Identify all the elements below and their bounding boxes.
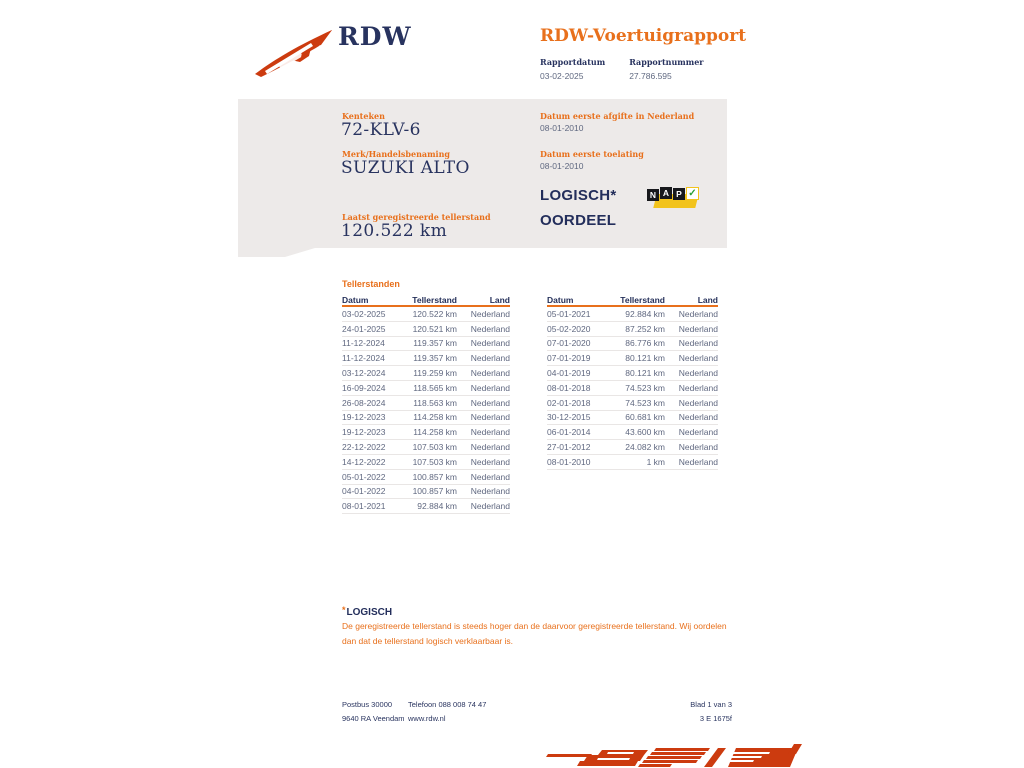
table-cell: Nederland xyxy=(470,427,510,438)
table-cell: 11-12-2024 xyxy=(342,338,385,349)
col-header-datum: Datum xyxy=(547,295,574,305)
table-cell: 06-01-2014 xyxy=(547,427,591,438)
table-cell: 119.357 km xyxy=(413,338,457,349)
rdw-logo-text: RDW xyxy=(338,22,412,51)
afgifte-label: Datum eerste afgifte in Nederland xyxy=(540,111,695,121)
table-cell: Nederland xyxy=(470,501,510,512)
table-cell: Nederland xyxy=(678,308,718,319)
table-cell: 05-01-2022 xyxy=(342,471,386,482)
table-row xyxy=(547,307,718,322)
table-header-row xyxy=(547,292,718,307)
table-cell: 08-01-2021 xyxy=(342,501,386,512)
nap-letter-n: N xyxy=(647,189,659,201)
tellerstanden-heading: Tellerstanden xyxy=(342,279,400,289)
table-cell: Nederland xyxy=(678,338,718,349)
footnote-title-text: LOGISCH xyxy=(346,607,393,618)
table-cell: 19-12-2023 xyxy=(342,412,386,423)
table-cell: 118.565 km xyxy=(413,382,457,393)
col-header-land: Land xyxy=(489,295,510,305)
table-row xyxy=(342,307,510,322)
table-cell: 24-01-2025 xyxy=(342,323,386,334)
table-cell: 30-12-2015 xyxy=(547,412,591,423)
table-row xyxy=(342,411,510,426)
table-cell: Nederland xyxy=(470,412,510,423)
table-cell: Nederland xyxy=(678,397,718,408)
nap-logo xyxy=(647,185,699,211)
table-row xyxy=(547,411,718,426)
afgifte-value: 08-01-2010 xyxy=(540,123,584,133)
report-number-block xyxy=(629,57,703,81)
table-row xyxy=(547,337,718,352)
oordeel-line2: OORDEEL xyxy=(540,212,617,229)
table-row xyxy=(342,455,510,470)
table-cell: 80.121 km xyxy=(625,353,665,364)
footer-address xyxy=(342,698,405,726)
table-cell: 05-02-2020 xyxy=(547,323,591,334)
table-cell: Nederland xyxy=(470,353,510,364)
table-cell: 86.776 km xyxy=(625,338,665,349)
col-header-land: Land xyxy=(697,295,718,305)
table-cell: 114.258 km xyxy=(413,412,457,423)
table-cell: 19-12-2023 xyxy=(342,427,386,438)
table-cell: Nederland xyxy=(470,308,510,319)
tellerstanden-table-left xyxy=(342,292,510,514)
footnote-title xyxy=(342,605,392,618)
footnote-asterisk: * xyxy=(342,605,346,615)
table-cell: 24.082 km xyxy=(625,442,665,453)
report-number-label: Rapportnummer xyxy=(629,57,704,67)
toelating-value: 08-01-2010 xyxy=(540,161,584,171)
table-cell: 100.857 km xyxy=(412,471,457,482)
table-row xyxy=(342,440,510,455)
table-cell: Nederland xyxy=(678,442,718,453)
footnote-text: De geregistreerde tellerstand is steeds hoger dan de daarvoor geregistreerde tellerstand. Wij oordelen dan dat de tellerstand logisch verklaarbaar is. xyxy=(342,621,727,646)
oordeel-text xyxy=(540,183,617,233)
col-header-tellerstand: Tellerstand xyxy=(620,295,665,305)
table-row xyxy=(342,485,510,500)
col-header-datum: Datum xyxy=(342,295,369,305)
table-cell: 05-01-2021 xyxy=(547,308,591,319)
table-cell: 60.681 km xyxy=(625,412,665,423)
tellerstand-label: Laatst geregistreerde tellerstand xyxy=(342,212,491,222)
table-cell: Nederland xyxy=(678,368,718,379)
table-row xyxy=(342,396,510,411)
nap-letter-a: A xyxy=(660,187,672,199)
table-cell: 07-01-2020 xyxy=(547,338,591,349)
footer-form-code: 3 E 1675f xyxy=(699,714,732,723)
footer-page-number: Blad 1 van 3 xyxy=(690,700,732,709)
table-cell: 08-01-2010 xyxy=(547,456,591,467)
report-number-value: 27.786.595 xyxy=(629,71,672,81)
table-cell: Nederland xyxy=(470,471,510,482)
kenteken-value: 72-KLV-6 xyxy=(341,120,421,140)
table-row xyxy=(342,337,510,352)
table-row xyxy=(547,366,718,381)
table-cell: 08-01-2018 xyxy=(547,382,591,393)
table-row xyxy=(547,396,718,411)
table-row xyxy=(547,455,718,470)
rdw-feather-logo-icon xyxy=(253,26,335,78)
oordeel-line1: LOGISCH* xyxy=(540,187,617,204)
table-row xyxy=(547,322,718,337)
table-cell: 1 km xyxy=(646,456,665,467)
table-cell: 80.121 km xyxy=(625,368,665,379)
table-cell: 16-09-2024 xyxy=(342,382,386,393)
report-meta xyxy=(540,57,704,81)
table-cell: 92.884 km xyxy=(417,501,457,512)
table-cell: Nederland xyxy=(678,382,718,393)
table-cell: Nederland xyxy=(678,427,718,438)
report-date-label: Rapportdatum xyxy=(540,57,606,67)
table-cell: 107.503 km xyxy=(412,442,457,453)
kenteken-label: Kenteken xyxy=(342,111,385,121)
table-cell: Nederland xyxy=(470,368,510,379)
nap-letter-p: P xyxy=(673,188,685,200)
table-row xyxy=(547,381,718,396)
table-row xyxy=(342,366,510,381)
toelating-label: Datum eerste toelating xyxy=(540,149,644,159)
table-header-row xyxy=(342,292,510,307)
table-cell: 04-01-2019 xyxy=(547,368,591,379)
table-cell: 11-12-2024 xyxy=(342,353,385,364)
table-cell: 119.357 km xyxy=(413,353,457,364)
footer-phone: Telefoon 088 008 74 47 xyxy=(408,700,487,709)
table-cell: 43.600 km xyxy=(625,427,665,438)
rdw-wing-graphic-icon xyxy=(538,742,802,768)
table-row xyxy=(342,499,510,514)
table-row xyxy=(547,351,718,366)
table-cell: 87.252 km xyxy=(625,323,665,334)
table-cell: 03-02-2025 xyxy=(342,308,386,319)
table-cell: Nederland xyxy=(678,353,718,364)
table-cell: 118.563 km xyxy=(413,397,457,408)
footer-website: www.rdw.nl xyxy=(408,714,446,723)
footer-contact xyxy=(408,698,486,726)
table-cell: 100.857 km xyxy=(412,486,457,497)
nap-checkmark-icon: ✓ xyxy=(686,187,699,200)
table-cell: Nederland xyxy=(470,338,510,349)
tellerstanden-table-right xyxy=(547,292,718,470)
report-date-block xyxy=(540,57,605,81)
footer-address-line1: Postbus 30000 xyxy=(342,700,393,709)
table-cell: 22-12-2022 xyxy=(342,442,386,453)
table-cell: 119.259 km xyxy=(413,368,457,379)
table-cell: Nederland xyxy=(470,486,510,497)
table-cell: Nederland xyxy=(678,456,718,467)
table-row xyxy=(342,470,510,485)
table-cell: 114.258 km xyxy=(413,427,457,438)
table-cell: 120.522 km xyxy=(412,308,457,319)
tellerstand-value: 120.522 km xyxy=(341,221,448,241)
merk-value: SUZUKI ALTO xyxy=(341,158,470,178)
vehicle-summary-panel xyxy=(238,99,727,257)
table-cell: 74.523 km xyxy=(625,397,665,408)
footer-page-info xyxy=(632,698,732,726)
table-row xyxy=(342,351,510,366)
table-row xyxy=(342,322,510,337)
table-cell: 04-01-2022 xyxy=(342,486,386,497)
table-body xyxy=(547,307,718,470)
table-cell: Nederland xyxy=(470,323,510,334)
merk-label: Merk/Handelsbenaming xyxy=(342,149,451,159)
table-cell: Nederland xyxy=(470,397,510,408)
table-cell: 74.523 km xyxy=(625,382,665,393)
col-header-tellerstand: Tellerstand xyxy=(412,295,457,305)
table-cell: Nederland xyxy=(470,442,510,453)
table-body xyxy=(342,307,510,514)
table-cell: 03-12-2024 xyxy=(342,368,386,379)
table-cell: 26-08-2024 xyxy=(342,397,386,408)
table-cell: 27-01-2012 xyxy=(547,442,591,453)
table-row xyxy=(547,440,718,455)
table-cell: Nederland xyxy=(470,456,510,467)
table-cell: 02-01-2018 xyxy=(547,397,591,408)
table-cell: 107.503 km xyxy=(412,456,457,467)
footer-address-line2: 9640 RA Veendam xyxy=(342,714,405,723)
table-cell: 14-12-2022 xyxy=(342,456,386,467)
report-date-value: 03-02-2025 xyxy=(540,71,584,81)
table-cell: Nederland xyxy=(678,412,718,423)
table-cell: 92.884 km xyxy=(625,308,665,319)
table-cell: 07-01-2019 xyxy=(547,353,591,364)
table-cell: 120.521 km xyxy=(412,323,457,334)
table-cell: Nederland xyxy=(470,382,510,393)
table-cell: Nederland xyxy=(678,323,718,334)
table-row xyxy=(342,381,510,396)
table-row xyxy=(547,425,718,440)
document-title: RDW-Voertuigrapport xyxy=(540,26,747,46)
table-row xyxy=(342,425,510,440)
